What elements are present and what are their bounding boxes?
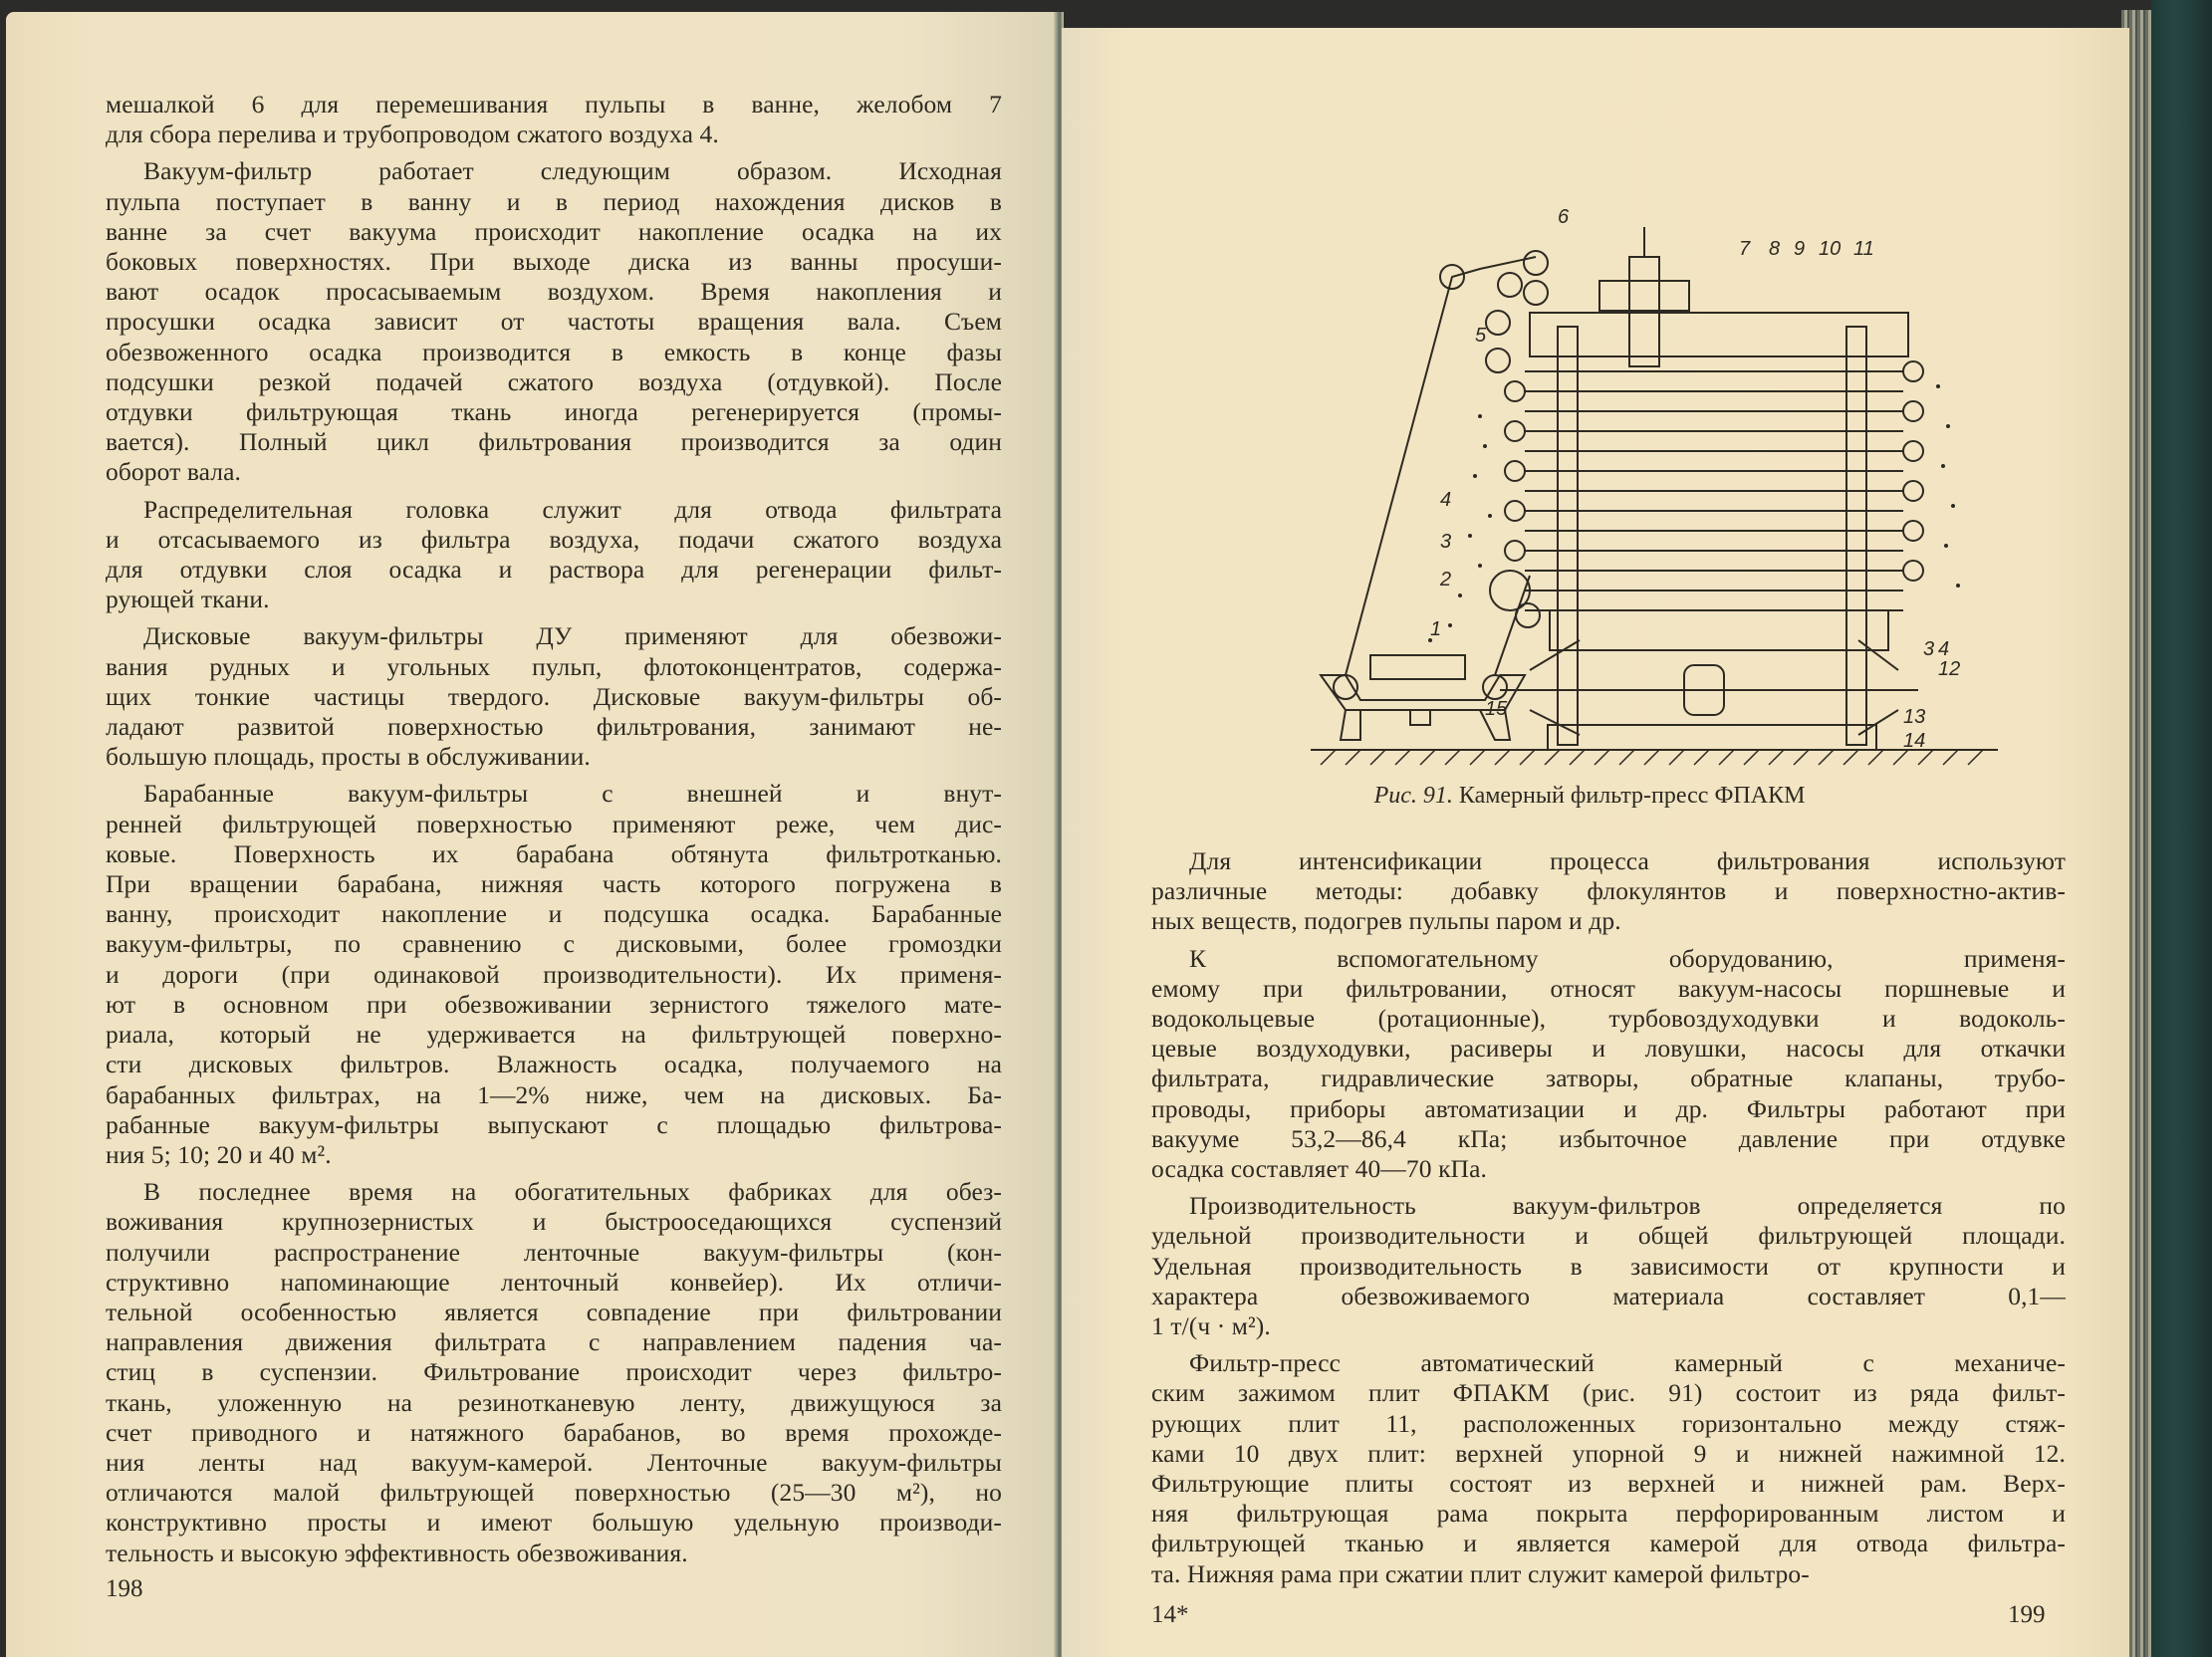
- text-line: вакуум-фильтры, по сравнению с дисковыми, более громоздки: [106, 929, 1002, 959]
- belt-return: [1495, 576, 1530, 675]
- side-rollers: [1490, 361, 1923, 627]
- text-line: пульпа поступает в ванну и в период нахождения дисков в: [106, 186, 1002, 216]
- text-line: структивно напоминающие ленточный конвейер). Их отличи-: [106, 1267, 1002, 1297]
- roller-6: [1524, 251, 1548, 275]
- text-line: фильтрата, гидравлические затворы, обратные клапаны, трубо-: [1151, 1064, 2066, 1093]
- text-line: ладают развитой поверхностью фильтрования, занимают не-: [106, 712, 1002, 742]
- text-line: и отсасываемого из фильтра воздуха, подачи сжатого воздуха: [106, 524, 1002, 554]
- text-line: конструктивно просты и имеют большую удельную производи-: [106, 1508, 1002, 1538]
- figure-label-2: 2: [1440, 569, 1452, 591]
- text-line: вают осадок просасываемым воздухом. Время накопления и: [106, 277, 1002, 307]
- text-line: для отдувки слоя осадка и раствора для регенерации фильт-: [106, 555, 1002, 585]
- paragraph: [1151, 1191, 2066, 1341]
- text-line: ковые. Поверхность их барабана обтянута фильтротканью.: [106, 838, 1002, 868]
- text-line: рабанные вакуум-фильтры выпускают с площадью фильтрова-: [106, 1109, 1002, 1139]
- text-line: При вращении барабана, нижняя часть которого погружена в: [106, 869, 1002, 899]
- roller: [1486, 311, 1510, 335]
- text-line: вается). Полный цикл фильтрования производится за один: [106, 427, 1002, 457]
- text-line: большую площадь, просты в обслуживании.: [106, 742, 591, 772]
- figure-number: Рис. 91.: [1373, 783, 1453, 809]
- figure-label-1: 1: [1430, 618, 1442, 640]
- figure-label-12: 12: [1938, 658, 1961, 680]
- base-frame: [1548, 725, 1876, 750]
- text-line: Вакуум-фильтр работает следующим образом. Исходная: [143, 156, 1002, 186]
- text-line: тельной особенностью является совпадение при фильтровании: [106, 1297, 1002, 1326]
- text-line: Удельная производительность в зависимости от крупности и: [1151, 1251, 2066, 1281]
- text-line: Производительность вакуум-фильтров определяется по: [1189, 1191, 2066, 1221]
- text-line: стиц в суспензии. Фильтрование происходит через фильтро-: [106, 1357, 1002, 1387]
- text-line: Дисковые вакуум-фильтры ДУ применяют для обезвожи-: [143, 621, 1002, 651]
- figure-label-13: 13: [1903, 706, 1926, 728]
- text-line: тельность и высокую эффективность обезвоживания.: [106, 1538, 688, 1567]
- text-line: вакууме 53,2—86,4 кПа; избыточное давление при отдувке: [1151, 1123, 2066, 1153]
- paragraph: [106, 495, 1002, 615]
- figure-caption: [1291, 783, 1888, 810]
- text-line: фильтрующей тканью и является камерой для отвода фильтра-: [1151, 1529, 2066, 1558]
- text-line: вания рудных и угольных пульп, флотоконцентратов, содержа-: [106, 651, 1002, 681]
- text-line: различные методы: добавку флокулянтов и поверхностно-актив-: [1151, 876, 2066, 906]
- text-line: отличаются малой фильтрующей поверхностью (25—30 м²), но: [106, 1478, 1002, 1508]
- figure-label-5: 5: [1475, 325, 1487, 347]
- left-page-text: [106, 90, 1002, 1575]
- text-line: обезвоженного осадка производится в емкость в конце фазы: [106, 337, 1002, 366]
- roller: [1486, 349, 1510, 372]
- figure-label-3: 3: [1440, 531, 1452, 553]
- paragraph: [1151, 1348, 2066, 1589]
- figure-label-3-right: 3: [1923, 638, 1935, 660]
- text-line: щих тонкие частицы твердого. Дисковые вакуум-фильтры об-: [106, 681, 1002, 711]
- roller: [1498, 273, 1522, 297]
- text-line: отдувки фильтрующая ткань иногда регенерируется (промы-: [106, 397, 1002, 427]
- ground-hatching: [1321, 750, 1983, 765]
- text-line: К вспомогательному оборудованию, применя-: [1189, 943, 2066, 973]
- figure-label-9: 9: [1794, 238, 1806, 260]
- roller: [1524, 281, 1548, 305]
- text-line: 1 т/(ч · м²).: [1151, 1311, 1271, 1341]
- paragraph: [106, 1177, 1002, 1568]
- tie-rod-right: [1846, 327, 1866, 745]
- text-line: осадка составляет 40—70 кПа.: [1151, 1154, 1487, 1184]
- text-line: удельной производительности и общей фильтрующей площади.: [1151, 1221, 2066, 1251]
- receiving-box: [1370, 655, 1465, 679]
- figure-label-6: 6: [1558, 206, 1570, 228]
- tray-leg-left: [1341, 710, 1360, 740]
- paragraph: [106, 621, 1002, 772]
- book-cover: [2151, 0, 2212, 1657]
- text-line: ткань, уложенную на резинотканевую ленту, движущуюся за: [106, 1387, 1002, 1417]
- text-line: ванну, происходит накопление и подсушка осадка. Барабанные: [106, 899, 1002, 929]
- text-line: проводы, приборы автоматизации и др. Фильтры работают при: [1151, 1093, 2066, 1123]
- paragraph: [106, 156, 1002, 487]
- page-number-left: 198: [106, 1575, 143, 1602]
- belt-roller-left: [1334, 675, 1357, 699]
- text-line: счет приводного и натяжного барабанов, во время прохожде-: [106, 1417, 1002, 1447]
- text-line: водокольцевые (ротационные), турбовоздуходувки и водоколь-: [1151, 1004, 2066, 1034]
- figure-title: Камерный фильтр-пресс ФПАКМ: [1452, 783, 1806, 809]
- text-line: получили распространение ленточные вакуум-фильтры (кон-: [106, 1237, 1002, 1267]
- upper-stop-plate: [1530, 313, 1908, 356]
- distribution-box: [1599, 281, 1689, 311]
- text-line: мешалкой 6 для перемешивания пульпы в ванне, желобом 7: [106, 90, 1002, 118]
- figure-label-14: 14: [1903, 730, 1926, 752]
- text-line: емому при фильтровании, относят вакуум-насосы поршневые и: [1151, 973, 2066, 1003]
- text-line: та. Нижняя рама при сжатии плит служит камерой фильтро-: [1151, 1558, 1810, 1588]
- text-line: риала, который не удерживается на фильтрующей поверхно-: [106, 1020, 1002, 1050]
- text-line: Фильтр-пресс автоматический камерный с механиче-: [1189, 1348, 2066, 1378]
- text-line: Для интенсификации процесса фильтрования используют: [1189, 846, 2066, 875]
- text-line: барабанных фильтрах, на 1—2% ниже, чем на дисковых. Ба-: [106, 1079, 1002, 1109]
- text-line: ния 5; 10; 20 и 40 м².: [106, 1139, 332, 1169]
- lower-pressure-plate: [1550, 610, 1888, 650]
- text-line: ных веществ, подогрев пульпы паром и др.: [1151, 906, 1621, 936]
- tie-rod-left: [1558, 327, 1578, 745]
- text-line: В последнее время на обогатительных фабриках для обез-: [143, 1177, 1002, 1207]
- paragraph: [106, 779, 1002, 1170]
- text-line: ками 10 двух плит: верхней упорной 9 и нижней нажимной 12.: [1151, 1438, 2066, 1468]
- text-line: и дороги (при одинаковой производительности). Их применя-: [106, 959, 1002, 989]
- text-line: рующей ткани.: [106, 585, 270, 614]
- text-line: ния ленты над вакуум-камерой. Ленточные вакуум-фильтры: [106, 1447, 1002, 1477]
- text-line: рующих плит 11, расположенных горизонтально между стяж-: [1151, 1408, 2066, 1438]
- signature-mark: 14*: [1151, 1601, 1189, 1628]
- belt-roller-right: [1483, 675, 1507, 699]
- text-line: Барабанные вакуум-фильтры с внешней и внут-: [143, 779, 1002, 809]
- text-line: ванне за счет вакуума происходит накопление осадка на их: [106, 216, 1002, 246]
- text-line: оборот вала.: [106, 457, 242, 487]
- text-line: характера обезвоживаемого материала составляет 0,1—: [1151, 1281, 2066, 1310]
- tray-drain: [1410, 710, 1430, 725]
- figure-label-8: 8: [1769, 238, 1781, 260]
- right-page-text: [1151, 846, 2066, 1596]
- text-line: просушки осадка зависит от частоты вращения вала. Съем: [106, 307, 1002, 337]
- text-line: для сбора перелива и трубопроводом сжатого воздуха 4.: [106, 119, 719, 149]
- text-line: ренней фильтрующей поверхностью применяют реже, чем дис-: [106, 809, 1002, 838]
- text-line: няя фильтрующая рама покрыта перфорированным листом и: [1151, 1499, 2066, 1529]
- figure-label-4: 4: [1440, 489, 1452, 511]
- text-line: ским зажимом плит ФПАКМ (рис. 91) состоит из ряда фильт-: [1151, 1378, 2066, 1408]
- figure-label-7: 7: [1739, 238, 1751, 260]
- paragraph: [1151, 944, 2066, 1185]
- left-page: [6, 12, 1060, 1657]
- page-number-right: 199: [2008, 1601, 2046, 1628]
- figure-91-filter-press-diagram: [1301, 118, 2018, 795]
- figure-label-10: 10: [1819, 238, 1842, 260]
- text-line: Фильтрующие плиты состоят из верхней и нижней рам. Верх-: [1151, 1469, 2066, 1499]
- clamp-levers: [1530, 640, 1898, 735]
- text-line: направления движения фильтрата с направлением падения ча-: [106, 1327, 1002, 1357]
- text-line: цевые воздуходувки, расиверы и ловушки, насосы для откачки: [1151, 1034, 2066, 1064]
- right-page: [1062, 28, 2129, 1657]
- figure-label-4-right: 4: [1938, 638, 1950, 660]
- paragraph: [106, 90, 1002, 149]
- text-line: подсушки резкой подачей сжатого воздуха (отдувкой). После: [106, 366, 1002, 396]
- text-line: сти дисковых фильтров. Влажность осадка, получаемого на: [106, 1050, 1002, 1079]
- text-line: ют в основном при обезвоживании зернистого тяжелого мате-: [106, 989, 1002, 1019]
- paragraph: [1151, 846, 2066, 937]
- figure-label-11: 11: [1853, 238, 1874, 260]
- figure-label-15: 15: [1485, 698, 1508, 720]
- text-line: боковых поверхностях. При выходе диска из ванны просуши-: [106, 247, 1002, 277]
- text-line: Распределительная головка служит для отвода фильтрата: [143, 494, 1002, 524]
- text-line: воживания крупнозернистых и быстрооседающихся суспензий: [106, 1207, 1002, 1237]
